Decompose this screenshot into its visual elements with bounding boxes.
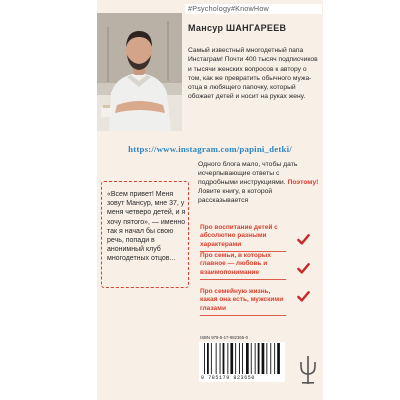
intro-text [198,161,320,206]
checkmark-icon [297,290,310,303]
author-name: Мансур ШАНГАРЕЕВ [188,23,287,33]
intro-tail: Ловите книгу, в которой рассказывается [198,187,273,204]
barcode-digits: 9 785179 823650 [201,375,256,381]
publisher-logo [298,354,318,386]
bullet-text-3: Про семейную жизнь, какая она есть, мужскими глазами [200,288,284,312]
bullet-item-3 [200,288,288,313]
intro-main: Одного блога мало, чтобы дать исчерпывающие ответы с подробными инструкциями. [198,161,298,186]
bullet-item-1 [200,224,288,249]
author-bio: Самый известный многодетный папа Инстаграм! Почти 400 тысяч подписчиков и тысячи женских вопросов к автору о том, как же превратить обычного мужа-отца в любящего папочку, который обожает детей и носит на руках жену. [188,47,318,101]
bullet-text-1: Про воспитание детей с абсолютно разными характерами [200,224,278,248]
barcode [199,342,285,382]
intro-accent: Поэтому! [287,178,319,186]
instagram-link[interactable]: https://www.instagram.com/papini_detki/ [128,144,292,154]
category-tags: #Psychology#KnowHow [185,4,322,14]
book-back-cover [97,0,323,400]
checkmark-icon [297,233,310,246]
author-photo-illustration [97,13,182,131]
isbn-label: ISBN 978-5-17-982365-0 [200,335,249,340]
author-photo [97,13,182,131]
bullet-text-2: Про семьи, в которых главное — любовь и взаимопонимание [200,252,271,276]
author-quote: «Всем привет! Меня зовут Мансур, мне 37, у меня четверо детей, и я хочу пятого», — именно так я начал бы свою речь, попади в анонимный клуб многодетных отцов... [107,191,186,263]
bullet-underline [200,279,286,280]
bullet-underline [200,315,286,316]
bullet-item-2 [200,252,282,277]
checkmark-icon [297,262,310,275]
